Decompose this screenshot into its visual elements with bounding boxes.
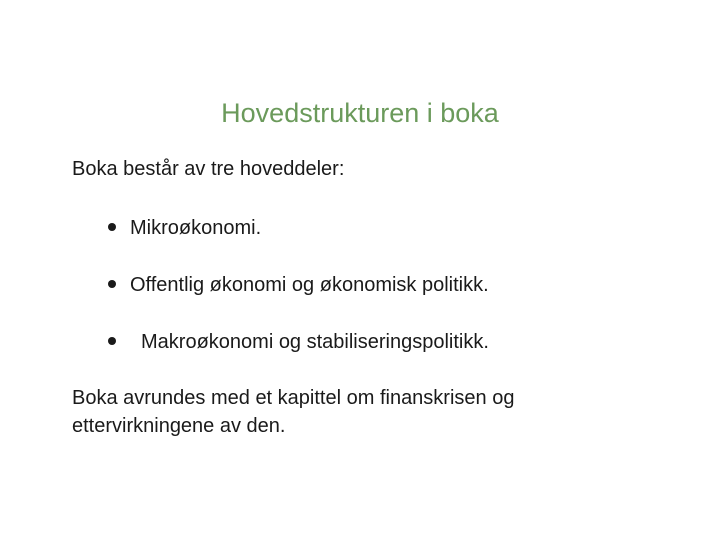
bullet-item-label: Mikroøkonomi.: [130, 217, 262, 239]
bullet-item-makrookonomi: [108, 329, 489, 355]
bullet-item-offentlig-okonomi: [108, 272, 489, 298]
bullet-item-mikrookonomi: [108, 215, 261, 241]
outro-line-1: Boka avrundes med et kapittel om finanskrisen og: [72, 387, 515, 409]
bullet-dot-icon: [108, 337, 116, 345]
slide-title-text: Hovedstrukturen i boka: [221, 98, 499, 128]
bullet-item-label: Makroøkonomi og stabiliseringspolitikk.: [141, 331, 489, 353]
bullet-item-label: Offentlig økonomi og økonomisk politikk.: [130, 274, 489, 296]
intro-text: Boka består av tre hoveddeler:: [72, 158, 345, 180]
outro-text: [72, 384, 652, 440]
outro-line-2: ettervirkningene av den.: [72, 415, 286, 437]
bullet-dot-icon: [108, 280, 116, 288]
bullet-dot-icon: [108, 223, 116, 231]
